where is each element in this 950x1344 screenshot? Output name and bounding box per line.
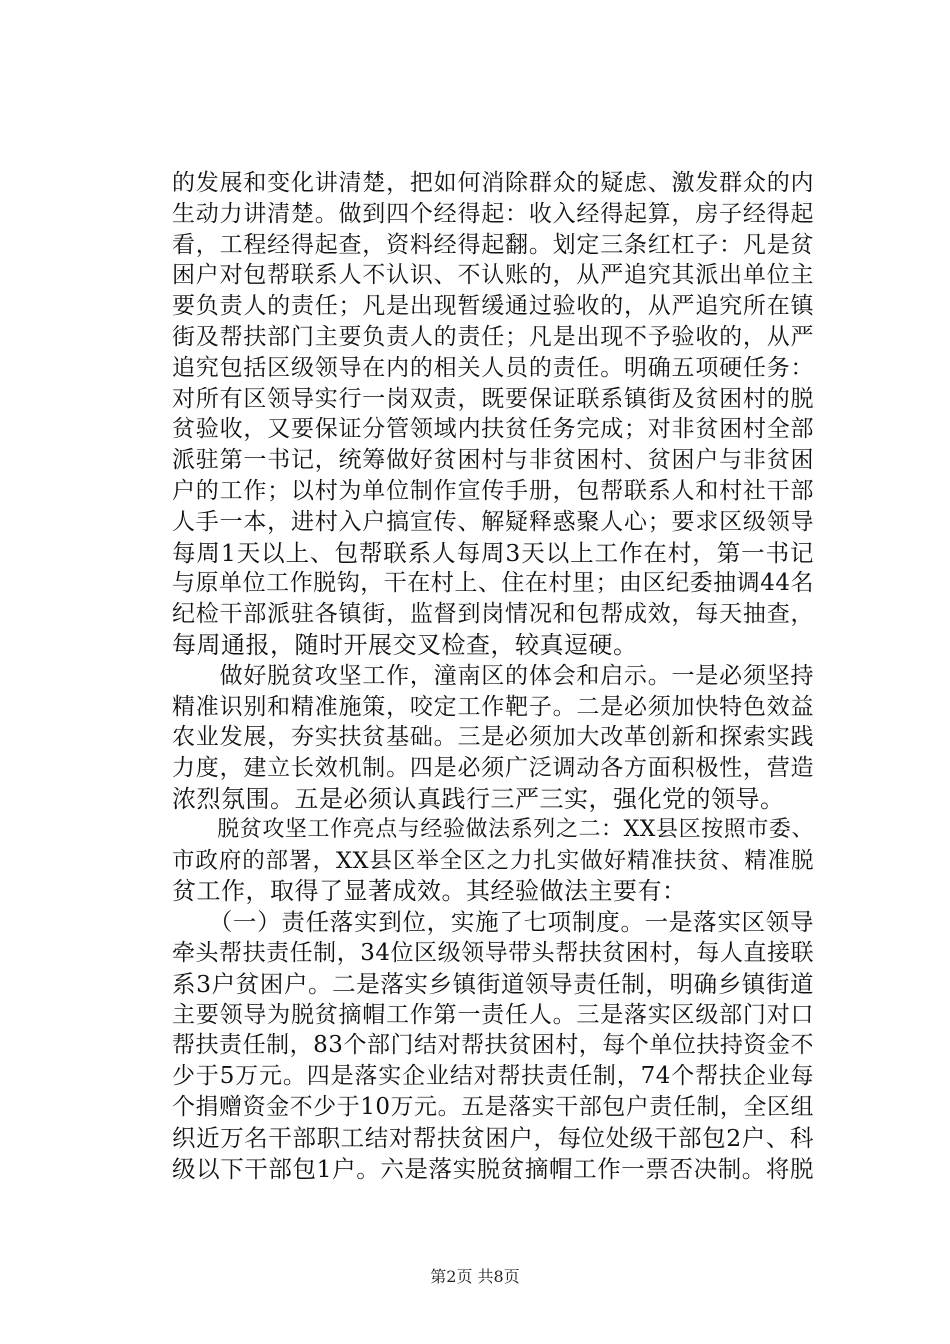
- body-text-line: 帮扶责任制，83个部门结对帮扶贫困村，每个单位扶持资金不: [172, 1032, 814, 1059]
- body-text-line: 农业发展，夯实扶贫基础。三是必须加大改革创新和探索实践: [172, 724, 814, 751]
- body-text-line: 追究包括区级领导在内的相关人员的责任。明确五项硬任务：: [172, 354, 814, 381]
- body-text-line: 织近万名干部职工结对帮扶贫困户，每位处级干部包2户、科: [172, 1123, 814, 1152]
- body-text-line: 牵头帮扶责任制，34位区级领导带头帮扶贫困村，每人直接联: [172, 939, 814, 966]
- body-text-line: 的发展和变化讲清楚，把如何消除群众的疑虑、激发群众的内: [172, 170, 814, 196]
- body-text-line: 做好脱贫攻坚工作，潼南区的体会和启示。一是必须坚持: [172, 662, 814, 689]
- body-text-line: 每周1天以上、包帮联系人每周3天以上工作在村，第一书记: [172, 538, 814, 567]
- body-text-line: 级以下干部包1户。六是落实脱贫摘帽工作一票否决制。将脱: [172, 1154, 814, 1183]
- body-text-line: 贫验收，又要保证分管领域内扶贫任务完成；对非贫困村全部: [172, 416, 814, 443]
- body-text-line: 派驻第一书记，统筹做好贫困村与非贫困村、贫困户与非贫困: [172, 447, 814, 474]
- body-text-line: 街及帮扶部门主要负责人的责任；凡是出现不予验收的，从严: [172, 323, 814, 350]
- body-text-line: 系3户贫困户。二是落实乡镇街道领导责任制，明确乡镇街道: [172, 969, 814, 998]
- body-text-line: 生动力讲清楚。做到四个经得起：收入经得起算，房子经得起: [172, 200, 814, 227]
- body-text-line: 要负责人的责任；凡是出现暂缓通过验收的，从严追究所在镇: [172, 293, 814, 320]
- body-text-line: （一）责任落实到位，实施了七项制度。一是落实区领导: [172, 908, 814, 937]
- body-text-line: 纪检干部派驻各镇街，监督到岗情况和包帮成效，每天抽查，: [172, 601, 814, 628]
- body-text-line: 贫工作，取得了显著成效。其经验做法主要有：: [172, 877, 687, 906]
- body-text-line: 脱贫攻坚工作亮点与经验做法系列之二：XX县区按照市委、: [172, 816, 814, 842]
- body-text-line: 每周通报，随时开展交叉检查，较真逗硬。: [172, 630, 638, 659]
- body-text-line: 人手一本，进村入户搞宣传、解疑释惑聚人心；要求区级领导: [172, 508, 814, 535]
- body-text-line: 对所有区领导实行一岗双责，既要保证联系镇街及贫困村的脱: [172, 385, 814, 412]
- body-text-line: 力度，建立长效机制。四是必须广泛调动各方面积极性，营造: [172, 755, 814, 782]
- body-text-line: 少于5万元。四是落实企业结对帮扶责任制，74个帮扶企业每: [172, 1063, 814, 1090]
- body-text-line: 看，工程经得起查，资料经得起翻。划定三条红杠子：凡是贫: [172, 231, 814, 258]
- body-text-line: 精准识别和精准施策，咬定工作靶子。二是必须加快特色效益: [172, 693, 814, 720]
- body-text-line: 与原单位工作脱钩，干在村上、住在村里；由区纪委抽调44名: [172, 570, 814, 597]
- body-text-line: 浓烈氛围。五是必须认真践行三严三实，强化党的领导。: [172, 784, 785, 813]
- body-text-line: 困户对包帮联系人不认识、不认账的，从严追究其派出单位主: [172, 262, 814, 289]
- body-text-line: 市政府的部署，XX县区举全区之力扎实做好精准扶贫、精准脱: [172, 847, 814, 874]
- page-footer: 第2页 共8页: [430, 1267, 520, 1286]
- body-text-line: 户的工作；以村为单位制作宣传手册，包帮联系人和村社干部: [172, 477, 814, 504]
- body-text-line: 主要领导为脱贫摘帽工作第一责任人。三是落实区级部门对口: [172, 1001, 814, 1028]
- body-text-line: 个捐赠资金不少于10万元。五是落实干部包户责任制，全区组: [172, 1093, 814, 1120]
- document-body: [172, 168, 814, 1184]
